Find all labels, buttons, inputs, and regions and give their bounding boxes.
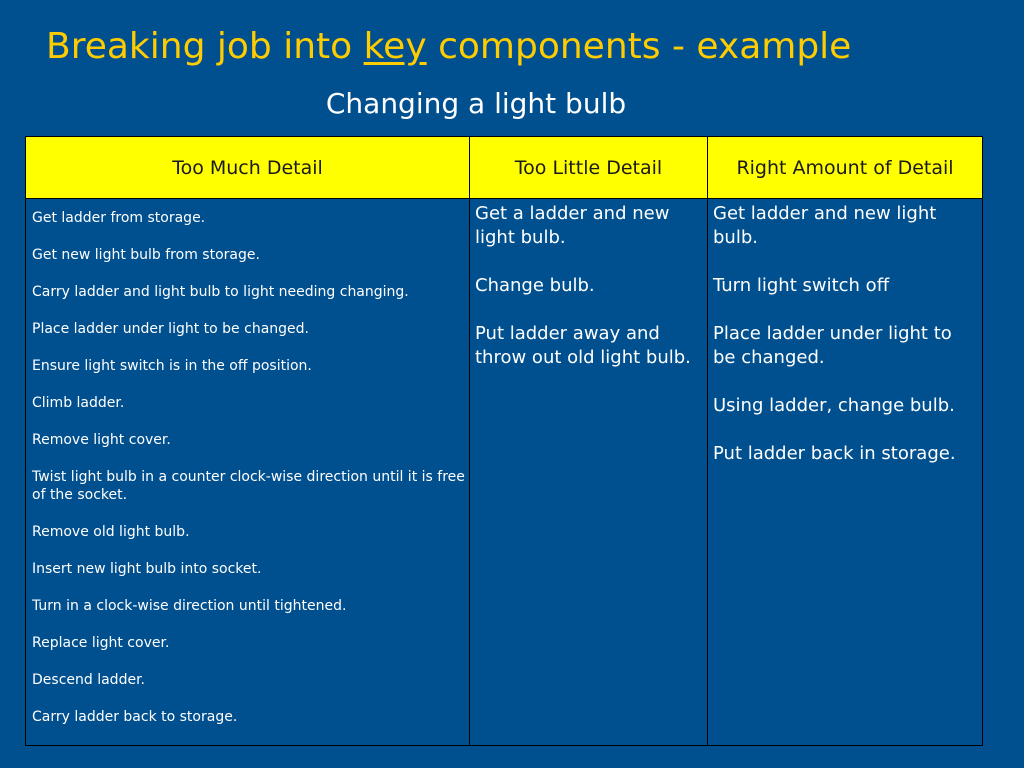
- step-item: Remove old light bulb.: [32, 524, 190, 540]
- title-text-start: Breaking job into: [46, 26, 364, 67]
- step-item: Ensure light switch is in the off position.: [32, 358, 312, 374]
- slide-subtitle: Changing a light bulb: [325, 87, 627, 120]
- step-item: Get a ladder and new light bulb.: [475, 203, 670, 248]
- step-item: Turn in a clock-wise direction until tightened.: [32, 598, 347, 614]
- table-header-row: [26, 137, 983, 199]
- step-item: Put ladder back in storage.: [713, 443, 956, 464]
- table-body-row: [26, 199, 983, 746]
- title-keyword: key: [363, 26, 427, 67]
- header-too-little-detail: Too Little Detail: [470, 137, 708, 199]
- step-item: Turn light switch off: [713, 275, 890, 296]
- step-item: Twist light bulb in a counter clock-wise direction until it is free of the socket.: [32, 469, 465, 503]
- step-item: Carry ladder back to storage.: [32, 709, 238, 725]
- step-item: Place ladder under light to be changed.: [713, 323, 952, 368]
- step-item: Insert new light bulb into socket.: [32, 561, 262, 577]
- step-item: Climb ladder.: [32, 395, 125, 411]
- title-text-end: components - example: [426, 26, 852, 67]
- too-much-detail-cell: [26, 199, 470, 746]
- header-too-much-detail: Too Much Detail: [26, 137, 470, 199]
- detail-comparison-table: [25, 136, 983, 746]
- too-little-detail-cell: [470, 199, 708, 746]
- step-item: Get ladder from storage.: [32, 210, 206, 226]
- step-item: Put ladder away and throw out old light bulb.: [475, 323, 691, 368]
- step-item: Place ladder under light to be changed.: [32, 321, 309, 337]
- step-item: Descend ladder.: [32, 672, 145, 688]
- step-item: Replace light cover.: [32, 635, 170, 651]
- slide-title: [46, 24, 851, 70]
- step-item: Get ladder and new light bulb.: [713, 203, 937, 248]
- step-item: Using ladder, change bulb.: [713, 395, 955, 416]
- step-item: Carry ladder and light bulb to light needing changing.: [32, 284, 409, 300]
- step-item: Get new light bulb from storage.: [32, 247, 260, 263]
- header-right-amount-of-detail: Right Amount of Detail: [708, 137, 983, 199]
- right-amount-of-detail-cell: [708, 199, 983, 746]
- step-item: Remove light cover.: [32, 432, 171, 448]
- step-item: Change bulb.: [475, 275, 595, 296]
